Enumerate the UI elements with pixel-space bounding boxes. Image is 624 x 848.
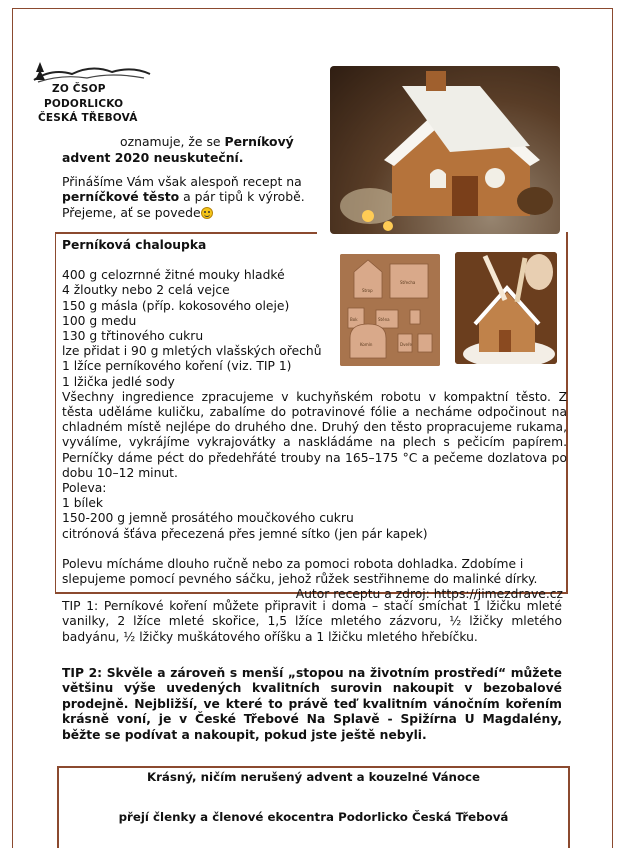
gingerbread-house-photo <box>330 66 560 234</box>
tip-1: TIP 1: Perníkové koření můžete připravit i doma – stačí smíchat 1 lžičku mleté vanilky, 2 lžíce mleté skořice, 1,5 lžíce mletého zázvoru, ½ lžičky mletého badyánu, ½ lžičky muškátového oříšku a 1 lžičku mletého hřebíčku. <box>62 599 562 644</box>
glaze-item: 150-200 g jemně prosátého moučkového cukru <box>62 511 354 526</box>
intro-dough-name: perníčkové těsto <box>62 189 180 205</box>
glaze-item: citrónová šťáva přecezená přes jemné sítko (jen pár kapek) <box>62 526 428 541</box>
glaze-item: 1 bílek <box>62 496 104 511</box>
intro-announcement <box>62 134 312 166</box>
recipe-method: Všechny ingredience zpracujeme v kuchyňském robotu v kompaktní těsto. Z těsta uděláme kuličku, zabalíme do potravinové fólie a necháme odpočinout na chladném místě nejlépe do druhého dne. Druhý den těsto propracujeme rukama, vyválíme, vykrájíme vykrajovátky a naskládáme na plech s pečicím papírem. Perníčky dáme péct do předehřáté trouby na 165–175 °C a pečeme dozlatova po dobu 10–12 minut. <box>62 389 567 480</box>
logo-line-1: ZO ČSOP <box>52 83 106 95</box>
footer-greeting: Krásný, ničím nerušený advent a kouzelné Vánoce <box>146 770 481 784</box>
intro-text-b: Přinášíme Vám však alespoň recept na <box>62 173 302 189</box>
glaze-method: Polevu mícháme dlouho ručně nebo za pomoci robota dohladka. Zdobíme i slepujeme pomocí pevného sáčku, jehož růžek sestřihneme do malinké dírky. <box>62 556 538 587</box>
mountain-tree-icon <box>32 60 152 84</box>
ingredient-item: lze přidat i 90 g mletých vlašských ořechů <box>62 344 322 359</box>
template-label-0: Strop <box>362 288 373 293</box>
tip-2: TIP 2: Skvěle a zároveň s menší „stopou na životním prostředí“ můžete většinu výše uvedených kvalitních surovin nakoupit v bezobalové prodejně. Nejbližší, ve které to právě teď kvalitním vánočním kořením krásně voní, je v České Třebové Na Splavě - Spižírna U Magdalény, běžte se podívat a nakoupit, pokud jste ještě nebyli. <box>62 666 562 742</box>
intro-text-a: oznamuje, že se <box>120 134 225 149</box>
ingredient-item: 1 lžíce perníkového koření (viz. TIP 1) <box>62 359 292 374</box>
ingredient-item: 130 g třtinového cukru <box>62 329 204 344</box>
intro-text-c: a pár tipů k výrobě. Přejeme, ať se povede <box>62 189 305 221</box>
recipe-credit: Autor receptu a zdroj: https://jimezdrave.cz <box>295 587 563 602</box>
ingredient-item: 150 g másla (příp. kokosového oleje) <box>62 298 290 313</box>
recipe-section <box>62 238 567 602</box>
footer-signature: přejí členky a členové ekocentra Podorlicko Česká Třebová <box>118 810 509 824</box>
ingredient-item: 400 g celozrnné žitné mouky hladké <box>62 268 285 283</box>
ingredient-item: 1 lžička jedlé sody <box>62 374 175 389</box>
recipe-title: Perníková chaloupka <box>62 238 207 252</box>
template-label-3: Stěna <box>378 317 390 322</box>
template-label-5: Komín <box>360 342 373 347</box>
smiley-icon <box>201 207 213 219</box>
intro-event-name: Perníkový <box>224 134 294 149</box>
logo-line-3: ČESKÁ TŘEBOVÁ <box>38 112 138 124</box>
ingredient-item: 4 žloutky nebo 2 celá vejce <box>62 283 230 298</box>
template-label-2: Bok <box>350 317 358 322</box>
recipe-top-rule <box>55 232 317 234</box>
logo-text <box>38 82 138 126</box>
intro-section <box>62 134 312 229</box>
template-label-4: Dveře <box>400 342 412 347</box>
ingredient-list <box>62 268 567 390</box>
template-label-1: Střecha <box>400 280 416 285</box>
glaze-title: Poleva: <box>62 481 107 496</box>
intro-event-status: advent 2020 neuskuteční. <box>62 149 244 165</box>
intro-recipe-note <box>62 174 312 221</box>
logo-line-2: PODORLICKO <box>44 97 124 110</box>
organization-logo <box>32 60 152 140</box>
ingredient-item: 100 g medu <box>62 313 137 328</box>
